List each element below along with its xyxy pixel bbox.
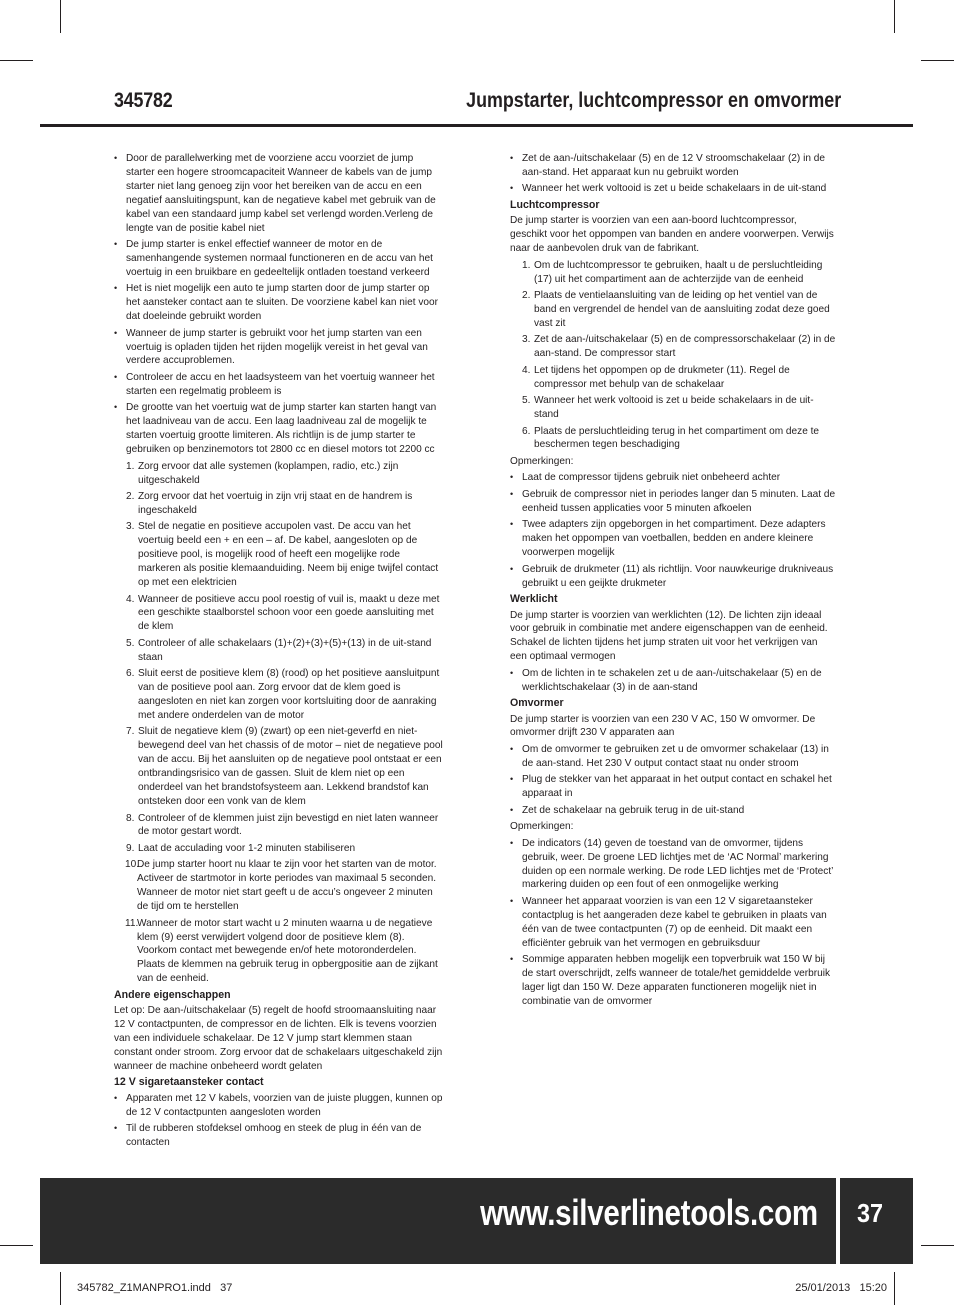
- step-text: Zorg ervoor dat alle systemen (koplampen, radio, etc.) zijn uitgeschakeld: [138, 460, 399, 486]
- slug-date: 25/01/2013 15:20: [795, 1282, 887, 1294]
- numbered-step: [114, 725, 444, 808]
- list-item: • De jump starter is enkel effectief wanneer de motor en de samenhangende systemen normaal functioneren en de accu van het voertuig in een bruikbare en gedeeltelijk ontladen toestand verkeerd: [114, 238, 444, 280]
- list-item: • Twee adapters zijn opgeborgen in het compartiment. Deze adapters maken het oppompen van voetballen, bedden en andere kleinere voorwerpen mogelijk: [510, 518, 836, 560]
- step-text: Wanneer de positieve accu pool roestig of vuil is, maakt u deze met een geschikte staalborstel schoon voor een goede aansluiting met de klem: [138, 593, 440, 633]
- crop-mark: [894, 1272, 895, 1305]
- step-number: 4.: [522, 364, 531, 376]
- step-number: 5.: [126, 637, 135, 649]
- crop-mark: [894, 0, 895, 33]
- numbered-step: [114, 490, 444, 518]
- omvormer-bullet-list: [510, 743, 836, 818]
- list-item: • Wanneer het apparaat voorzien is van een 12 V sigaretaansteker contactplug is het aangeraden deze kabel te gebruiken in plaats van één van de twee contactpunten (7) op de eenheid. Dit maakt een efficiënter gebruik van het vermogen en gebruiksduur: [510, 895, 836, 951]
- list-item: • Om de lichten in te schakelen zet u de aan-/uitschakelaar (5) en de werklichtschakelaar (3) in de aan-stand: [510, 667, 836, 695]
- step-number: 1.: [126, 460, 135, 472]
- step-text: Controleer of de klemmen juist zijn bevestigd en niet laten wanneer de motor gestart wordt.: [138, 812, 439, 838]
- numbered-step: [114, 812, 444, 840]
- step-text: Sluit de negatieve klem (9) (zwart) op een niet-geverfd en niet-bewegend deel van het chassis of de motor – niet de negatieve pool van de accu. Bij het aansluiten op de negatieve pool ontstaat er een ontbrandingsrisico van de gassen. Sluit de klem niet op een onderdeel van het brandstofsysteem aan. Lekkend brandstof kan ontsteken door een vonk van de klem: [138, 726, 443, 807]
- numbered-step: [114, 460, 444, 488]
- slug-filename: 345782_Z1MANPRO1.indd 37: [77, 1282, 233, 1294]
- numbered-step: [114, 858, 444, 914]
- safety-bullet-list: [114, 152, 444, 457]
- list-item: • Gebruik de drukmeter (11) als richtlijn. Voor nauwkeurige drukniveaus gebruikt u een geijkte drukmeter: [510, 563, 836, 591]
- omvormer-notes-list: [510, 837, 836, 1009]
- step-text: Controleer of alle schakelaars (1)+(2)+(3)+(5)+(13) in de uit-stand staan: [138, 637, 432, 663]
- page-number: 37: [856, 1198, 884, 1228]
- step-text: Plaats de persluchtleiding terug in het compartiment om deze te beschermen tegen beschadiging: [534, 425, 820, 451]
- list-item: • Sommige apparaten hebben mogelijk een topverbruik wat 150 W bij de start overschrijdt, zelfs wanneer de totale/het gemiddelde verbruik lager ligt dan 150 W. Deze apparaten functioneren mogelijk niet in combinatie van de omvormer: [510, 953, 836, 1009]
- luchtcompressor-paragraph: De jump starter is voorzien van een aan-boord luchtcompressor, geschikt voor het oppompen van banden en andere voorwerpen. Verwijs naar de aanbevolen druk van de fabrikant.: [510, 215, 834, 255]
- section-heading-omvormer: Omvormer: [510, 697, 564, 710]
- omvormer-paragraph: De jump starter is voorzien van een 230 V AC, 150 W omvormer. De omvormer drijft 230 V apparaten aan: [510, 713, 816, 739]
- list-item: • De indicators (14) geven de toestand van de omvormer, tijdens gebruik, weer. De groene LED lichtjes met de ‘AC Normal’ markering duiden op een normale werking. De rode LED lichtjes met de ‘Protect’ markering duiden op een fout of een onmogelijke werking: [510, 837, 836, 893]
- step-text: Sluit eerst de positieve klem (8) (rood) op het positieve aansluitpunt van de positieve pool aan. Zorg ervoor dat de klem goed is aangesloten en niet kan zorgen voor kortsluiting door de aanraking met andere onderdelen van de motor: [138, 668, 440, 721]
- right-column: [510, 152, 836, 1011]
- notes-label: Opmerkingen:: [510, 455, 574, 467]
- numbered-step: [114, 667, 444, 723]
- page-title: Jumpstarter, luchtcompressor en omvormer: [466, 89, 841, 112]
- list-item: • Wanneer de jump starter is gebruikt voor het jump starten van een voertuig is opladen tijden het rijden mogelijk vereist in het geval van verdere accuproblemen.: [114, 327, 444, 369]
- crop-mark: [0, 1245, 33, 1246]
- step-number: 11.: [125, 917, 139, 929]
- numbered-step: [114, 637, 444, 665]
- numbered-step: [114, 842, 444, 856]
- section-heading-andere: Andere eigenschappen: [114, 988, 231, 1001]
- step-number: 10.: [125, 859, 140, 871]
- step-number: 4.: [126, 593, 135, 605]
- step-text: Om de luchtcompressor te gebruiken, haalt u de persluchtleiding (17) uit het compartiment aan de achterzijde van de eenheid: [534, 259, 823, 285]
- list-item: • Door de parallelwerking met de voorziene accu voorziet de jump starter een hogere stroomcapaciteit Wanneer de kabels van de jump starter niet lang genoeg zijn voor het bereiken van de accu en een negatief aansluitingspunt, kan de negatieve kabel met gebruik van de kabel van een standaard jump kabel set verlengd worden.Verleng de lengte van de positie kabel niet: [114, 152, 444, 235]
- luchtcompressor-steps-list: [510, 259, 836, 453]
- product-code: 345782: [114, 89, 173, 112]
- step-number: 6.: [522, 425, 531, 437]
- step-text: Wanneer het werk voltooid is zet u beide schakelaars in de uit-stand: [534, 395, 814, 421]
- numbered-step: [510, 394, 836, 422]
- list-item: • De grootte van het voertuig wat de jump starter kan starten hangt van het laadniveau van de accu. Een laag laadniveau zal de mogelijk te starten voertuig grootte limiteren. Als richtlijn is de jump starter te gebruiken op benzinemotors tot 2800 cc en diesel motors tot 2200 cc: [114, 401, 444, 457]
- list-item: • Om de omvormer te gebruiken zet u de omvormer schakelaar (13) in de aan-stand. Het 230 V output contact staat nu onder stroom: [510, 743, 836, 771]
- jumpstart-steps-list: [114, 460, 444, 987]
- step-number: 5.: [522, 395, 531, 407]
- step-number: 9.: [126, 842, 135, 854]
- list-item: • Laat de compressor tijdens gebruik niet onbeheerd achter: [510, 471, 836, 485]
- list-item: • Til de rubberen stofdeksel omhoog en steek de plug in één van de contacten: [114, 1122, 444, 1150]
- step-text: Wanneer de motor start wacht u 2 minuten waarna u de negatieve klem (9) eerst verwijdert volgend door de positieve klem (8). Voorkom contact met bewegende en/of hete motoronderdelen. Plaats de klemmen na gebruik terug in opbergpositie aan de zijkant van de eenheid.: [137, 917, 438, 985]
- list-item: • Zet de schakelaar na gebruik terug in de uit-stand: [510, 804, 836, 818]
- numbered-step: [114, 520, 444, 590]
- step-number: 2.: [126, 491, 135, 502]
- step-number: 8.: [126, 812, 135, 824]
- numbered-step: [510, 259, 836, 287]
- numbered-step: [114, 917, 444, 987]
- section-heading-luchtcompressor: Luchtcompressor: [510, 198, 600, 211]
- numbered-step: [510, 289, 836, 331]
- list-item: • Plug de stekker van het apparaat in het output contact en schakel het apparaat in: [510, 773, 836, 801]
- andere-paragraph: Let op: De aan-/uitschakelaar (5) regelt de hoofd stroomaansluiting naar 12 V contactpunten, de compressor en de lichten. Elk is tevens voorzien van een individuele schakelaar. De 12 V jump start klemmen staan constant onder stroom. Zorg ervoor dat de schakelaars uitgeschakeld zijn wanneer de machine onbeheerd wordt gelaten: [114, 1005, 443, 1072]
- list-item: • Controleer de accu en het laadsysteem van het voertuig wanneer het starten een regelmatig probleem is: [114, 371, 444, 399]
- left-column: [114, 152, 444, 1153]
- crop-mark: [0, 60, 33, 61]
- list-item: • Gebruik de compressor niet in periodes langer dan 5 minuten. Laat de eenheid tussen applicaties voor 5 minuten afkoelen: [510, 488, 836, 516]
- step-number: 3.: [126, 521, 135, 533]
- list-item: • Wanneer het werk voltooid is zet u beide schakelaars in de uit-stand: [510, 182, 836, 196]
- werklicht-paragraph: De jump starter is voorzien van werklichten (12). De lichten zijn ideaal voor gebruik in combinatie met andere eigenschappen van de eenheid. Schakel de lichten tijdens het jump straten uit voor het verkrijgen van een optimaal vermogen: [510, 609, 828, 663]
- top-bullet-list: [510, 152, 836, 196]
- compressor-notes-list: [510, 471, 836, 590]
- step-number: 1.: [522, 259, 531, 271]
- crop-mark: [60, 1272, 61, 1305]
- step-number: 2.: [522, 290, 531, 302]
- page-header: [40, 84, 913, 127]
- sigaret-bullet-list: [114, 1092, 444, 1150]
- step-text: Stel de negatie en positieve accupolen vast. De accu van het voertuig beeld een + en een – af. De kabel, aangesloten op de positieve pool, is mogelijk rood of heeft een mogelijke rode markeren als positie klemaanduiding. Neem bij enige twijfel contact op met een elektricien: [138, 521, 439, 589]
- list-item: • Zet de aan-/uitschakelaar (5) en de 12 V stroomschakelaar (2) in de aan-stand. Het apparaat kun nu gebruikt worden: [510, 152, 836, 180]
- numbered-step: [510, 333, 836, 361]
- crop-mark: [921, 60, 954, 61]
- list-item: • Het is niet mogelijk een auto te jump starten door de jump starter op het aansteker contact aan te sluiten. De voorziene kabel kan niet voor dat doeleinde gebruikt worden: [114, 282, 444, 324]
- section-heading-werklicht: Werklicht: [510, 593, 558, 606]
- crop-mark: [60, 0, 61, 33]
- section-heading-sigaret: 12 V sigaretaansteker contact: [114, 1076, 264, 1089]
- step-text: De jump starter hoort nu klaar te zijn voor het starten van de motor. Activeer de startmotor in korte periodes van maximaal 5 seconden. Wanneer de motor niet start geeft u de accu’s ongeveer 2 minuten de tijd om te herstellen: [137, 859, 437, 913]
- crop-mark: [921, 1245, 954, 1246]
- step-number: 3.: [522, 334, 531, 346]
- page-number-box: [840, 1178, 913, 1264]
- website-url: www.silverlinetools.com: [480, 1192, 818, 1233]
- step-text: Plaats de ventielaansluiting van de leiding op het ventiel van de band en vergrendel de hendel van de aansluiting zodat deze goed vast zit: [534, 290, 830, 329]
- notes-label: Opmerkingen:: [510, 821, 574, 833]
- list-item: • Apparaten met 12 V kabels, voorzien van de juiste pluggen, kunnen op de 12 V contactpunten aangesloten worden: [114, 1092, 444, 1120]
- step-text: Zet de aan-/uitschakelaar (5) en de compressorschakelaar (2) in de aan-stand. De compressor start: [534, 334, 836, 360]
- step-text: Laat de acculading voor 1-2 minuten stabiliseren: [138, 842, 356, 854]
- numbered-step: [510, 364, 836, 392]
- numbered-step: [114, 593, 444, 635]
- step-text: Let tijdens het oppompen op de drukmeter (11). Regel de compressor met behulp van de schakelaar: [534, 364, 790, 390]
- werklicht-bullet-list: [510, 667, 836, 695]
- step-number: 7.: [126, 726, 135, 738]
- step-number: 6.: [126, 668, 135, 680]
- step-text: Zorg ervoor dat het voertuig in zijn vrij staat en de handrem is ingeschakeld: [138, 491, 413, 516]
- numbered-step: [510, 425, 836, 453]
- footer-banner: [40, 1178, 836, 1264]
